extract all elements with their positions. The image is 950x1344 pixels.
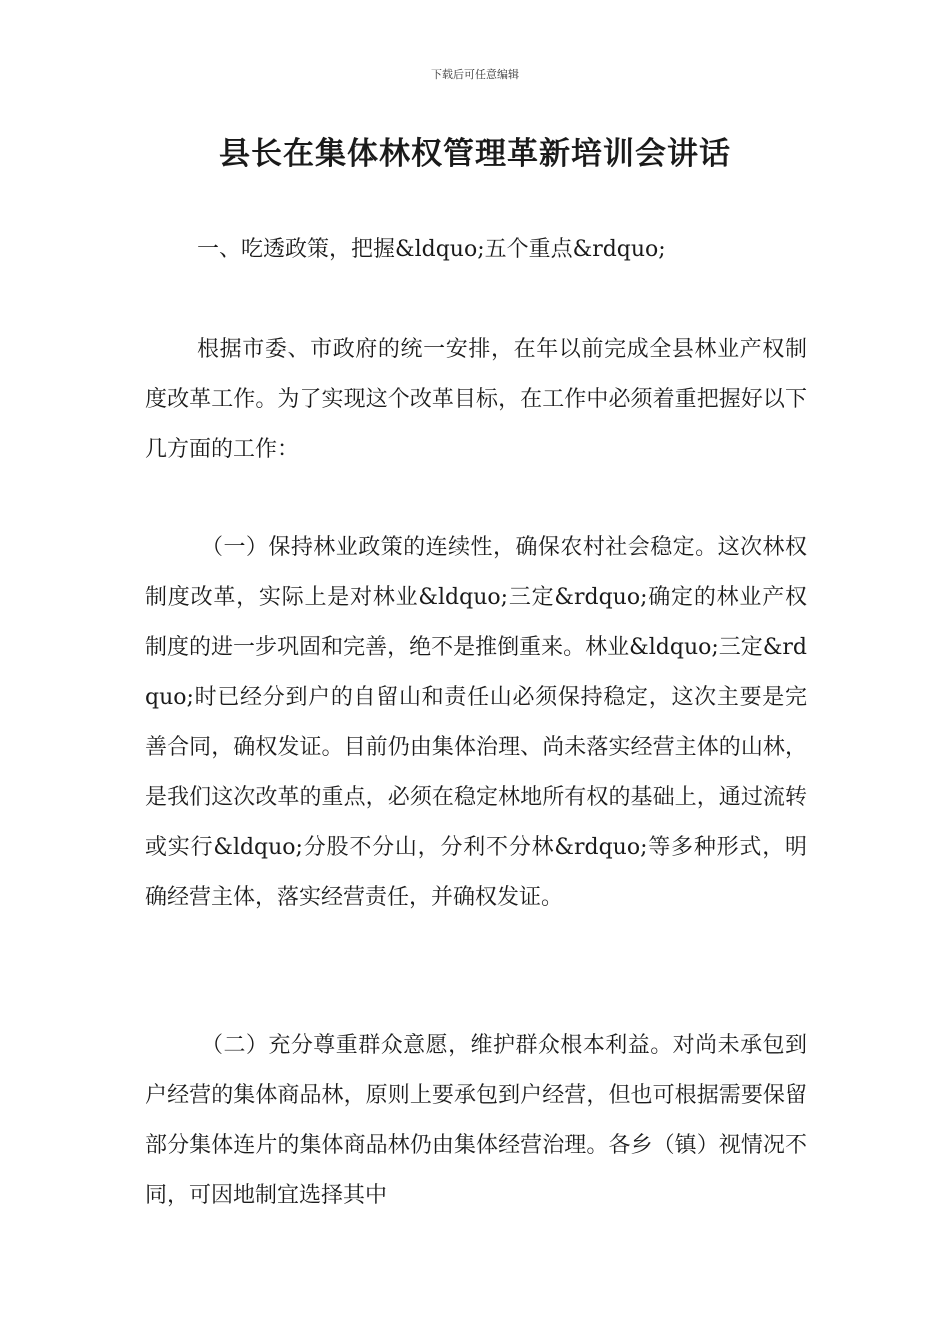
paragraph-intro: 根据市委、市政府的统一安排，在年以前完成全县林业产权制度改革工作。为了实现这个改革目标，在工作中必须着重把握好以下几方面的工作：: [145, 337, 807, 462]
section-heading: 一、吃透政策，把握&ldquo;五个重点&rdquo;: [197, 237, 666, 262]
document-title: 县长在集体林权管理革新培训会讲话: [219, 136, 731, 172]
header-note: 下载后可任意编辑: [431, 68, 519, 81]
paragraph-policy-continuity: （一）保持林业政策的连续性，确保农村社会稳定。这次林权制度改革，实际上是对林业&ldquo;三定&rdquo;确定的林业产权制度的进一步巩固和完善，绝不是推倒重来。林业&ldquo;三定&rdquo;时已经分到户的自留山和责任山必须保持稳定，这次主要是完善合同，确权发证。目前仍由集体治理、尚未落实经营主体的山林，是我们这次改革的重点，必须在稳定林地所有权的基础上，通过流转或实行&ldquo;分股不分山，分利不分林&rdquo;等多种形式，明确经营主体，落实经营责任，并确权发证。: [145, 535, 807, 910]
paragraph-respect-wishes: （二）充分尊重群众意愿，维护群众根本利益。对尚未承包到户经营的集体商品林，原则上要承包到户经营，但也可根据需要保留部分集体连片的集体商品林仍由集体经营治理。各乡（镇）视情况不同，可因地制宜选择其中: [145, 1033, 807, 1208]
